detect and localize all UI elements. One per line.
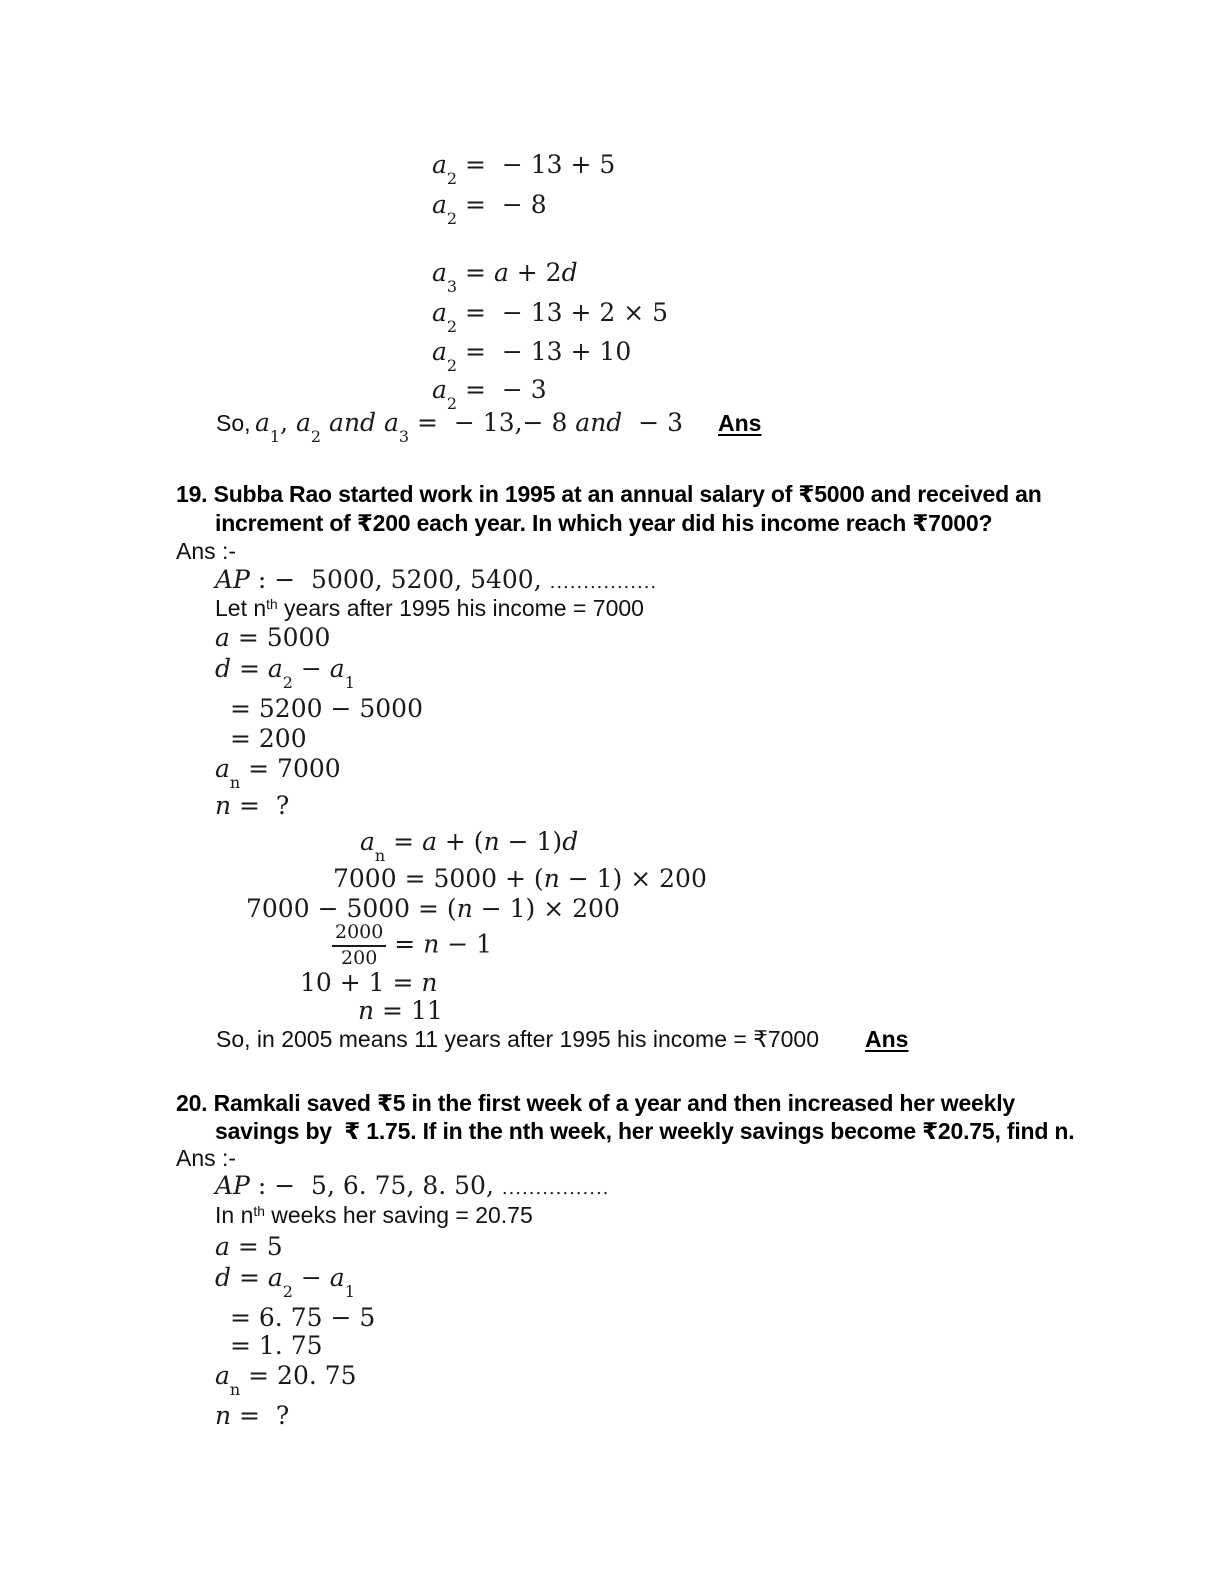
text-segment: = 1. 75: [230, 1331, 323, 1360]
text-segment: [376, 408, 384, 437]
text-segment: a: [329, 654, 345, 683]
text-segment: = ?: [231, 791, 290, 820]
q20-a-value: [215, 1234, 283, 1259]
text-segment: =: [231, 1263, 268, 1292]
eq-a2-result2: [432, 377, 547, 412]
q19-fraction-line: [332, 922, 492, 970]
text-segment: : − 5, 6. 75, 8. 50,: [249, 1171, 502, 1200]
text-segment: = − 13 + 2 × 5: [457, 298, 669, 327]
text-segment: = − 13,− 8: [409, 408, 576, 437]
q19-n-result: [358, 998, 443, 1023]
text-segment: a: [422, 827, 437, 856]
text-segment: =: [385, 827, 423, 856]
text-segment: n: [229, 773, 241, 793]
q20-n-question: [215, 1403, 289, 1428]
fraction-denominator: 200: [341, 946, 378, 969]
text-segment: 2: [282, 1282, 293, 1302]
text-segment: savings by ₹ 1.75. If in the nth week, her weekly savings become ₹20.75, find n.: [215, 1118, 1075, 1144]
text-segment: AP: [215, 565, 250, 594]
eq-a2-result1: [432, 192, 547, 227]
text-segment: a: [384, 408, 399, 437]
text-segment: = 7000: [240, 754, 341, 783]
q19-conclusion: [216, 1028, 819, 1051]
text-segment: 2: [310, 427, 322, 447]
text-segment: weeks her saving = 20.75: [264, 1202, 533, 1228]
text-segment: increment of ₹200 each year. In which year did his income reach ₹7000?: [215, 510, 993, 536]
text-segment: 7000 = 5000 + (: [333, 864, 544, 893]
ans-ref-2: [865, 1028, 908, 1051]
text-segment: : − 5000, 5200, 5400,: [249, 565, 550, 594]
text-segment: 2: [446, 317, 458, 337]
text-segment: a: [255, 408, 270, 437]
text-segment: = 11: [374, 996, 443, 1025]
text-segment: = ?: [231, 1401, 290, 1430]
text-segment: − 1: [439, 929, 493, 959]
so-math: [255, 410, 683, 445]
text-segment: − 3: [622, 408, 684, 437]
text-segment: n: [483, 827, 500, 856]
text-segment: d: [215, 654, 232, 683]
text-segment: 1: [344, 1282, 355, 1302]
text-segment: So,: [216, 410, 257, 436]
q19-a-value: [215, 625, 330, 650]
text-segment: 2: [282, 673, 293, 693]
text-segment: Ans: [718, 410, 762, 436]
text-segment: 1: [344, 673, 355, 693]
text-segment: −: [292, 654, 330, 683]
q19-d-value: [230, 726, 307, 751]
text-segment: a: [267, 1263, 283, 1292]
text-segment: n: [229, 1380, 241, 1400]
text-segment: 3: [398, 427, 410, 447]
text-segment: − 1) × 200: [472, 894, 620, 923]
text-segment: = − 3: [457, 375, 547, 404]
text-segment: a: [215, 754, 230, 783]
text-segment: −: [292, 1263, 330, 1292]
q20-in-line: [215, 1204, 533, 1227]
text-segment: a: [432, 375, 447, 404]
text-segment: = − 8: [457, 190, 547, 219]
text-segment: a: [432, 190, 447, 219]
text-segment: a: [432, 298, 447, 327]
text-segment: n: [358, 996, 375, 1025]
text-segment: d: [562, 827, 579, 856]
text-segment: = − 13 + 10: [457, 337, 632, 366]
q20-heading-line2: [215, 1120, 1074, 1143]
q19-an-value: [215, 756, 341, 791]
text-segment: n: [374, 846, 386, 866]
q19-d-formula: [215, 656, 355, 691]
text-segment: 3: [446, 277, 458, 297]
q19-heading-line1: [176, 483, 1042, 506]
text-segment: So, in 2005 means 11 years after 1995 his income = ₹7000: [216, 1026, 819, 1052]
text-segment: 2: [446, 209, 458, 229]
q19-ap-series: [215, 567, 657, 592]
text-segment: + 2: [508, 258, 562, 287]
text-segment: [321, 408, 329, 437]
text-segment: 10 + 1 =: [300, 968, 422, 997]
q19-d-step: [230, 696, 423, 721]
text-segment: d: [215, 1263, 232, 1292]
text-segment: 2: [446, 394, 458, 414]
text-segment: th: [266, 597, 278, 613]
text-segment: n: [215, 791, 232, 820]
text-segment: d: [561, 258, 578, 287]
text-segment: 2: [446, 169, 458, 189]
text-segment: a: [432, 150, 447, 179]
text-segment: ................: [501, 1178, 610, 1199]
text-segment: n: [215, 1401, 232, 1430]
text-segment: and: [329, 408, 377, 437]
text-segment: AP: [215, 1171, 250, 1200]
text-segment: a: [267, 654, 283, 683]
text-segment: = 5: [229, 1232, 283, 1261]
text-segment: ,: [280, 408, 296, 437]
q19-let-line: [215, 597, 644, 620]
q20-d-step: [230, 1305, 375, 1330]
eq-a2-step1: [432, 152, 615, 187]
text-segment: In n: [215, 1202, 254, 1228]
text-segment: a: [360, 827, 375, 856]
text-segment: = − 13 + 5: [457, 150, 616, 179]
q20-d-value: [230, 1333, 323, 1358]
q20-heading-line1: [176, 1092, 1015, 1115]
q19-add-step: [300, 970, 438, 995]
q20-d-formula: [215, 1265, 355, 1300]
eq-a3-formula: [432, 260, 578, 295]
q19-rearrange: [246, 896, 620, 921]
so-label: [216, 412, 257, 435]
text-segment: = 6. 75 − 5: [230, 1303, 376, 1332]
text-segment: th: [253, 1204, 265, 1220]
text-segment: =: [386, 929, 424, 959]
text-segment: =: [457, 258, 494, 287]
text-segment: a: [432, 337, 447, 366]
eq-a2-step3: [432, 339, 631, 374]
text-segment: − 1) × 200: [559, 864, 707, 893]
eq-a2-step2: [432, 300, 668, 335]
text-segment: 1: [269, 427, 281, 447]
text-segment: a: [296, 408, 311, 437]
q19-n-question: [215, 793, 289, 818]
q20-an-value: [215, 1363, 357, 1398]
text-segment: = 5200 − 5000: [230, 694, 423, 723]
text-segment: a: [329, 1263, 345, 1292]
q19-heading-line2: [215, 512, 992, 535]
text-segment: =: [231, 654, 268, 683]
text-segment: = 20. 75: [240, 1361, 357, 1390]
q19-substitute: [333, 866, 707, 891]
text-segment: 2: [446, 356, 458, 376]
q19-ans-label: [176, 540, 236, 563]
text-segment: − 1): [499, 827, 563, 856]
text-segment: n: [421, 968, 438, 997]
text-segment: Ans :-: [176, 538, 237, 564]
fraction-numerator: 2000: [332, 922, 386, 947]
text-segment: ................: [549, 572, 658, 593]
text-segment: years after 1995 his income = 7000: [277, 595, 644, 621]
text-segment: n: [423, 929, 440, 959]
text-segment: 20. Ramkali saved ₹5 in the first week of a year and then increased her weekly: [176, 1090, 1016, 1116]
text-segment: Ans :-: [176, 1145, 237, 1171]
text-segment: = 5000: [229, 623, 331, 652]
q20-ans-label: [176, 1147, 236, 1170]
text-segment: + (: [436, 827, 484, 856]
text-segment: and: [575, 408, 623, 437]
text-segment: 19. Subba Rao started work in 1995 at an annual salary of ₹5000 and received an: [176, 481, 1042, 507]
fraction: [332, 922, 386, 970]
text-segment: Let n: [215, 595, 267, 621]
text-segment: n: [543, 864, 560, 893]
text-segment: 7000 − 5000 = (: [246, 894, 457, 923]
text-segment: a: [432, 258, 447, 287]
q19-an-formula: [360, 829, 578, 864]
text-segment: a: [215, 1361, 230, 1390]
text-segment: = 200: [230, 724, 307, 753]
text-segment: Ans: [865, 1026, 909, 1052]
text-segment: n: [456, 894, 473, 923]
ans-ref-1: [718, 412, 761, 435]
text-segment: a: [215, 623, 230, 652]
q20-ap-series: [215, 1173, 609, 1198]
text-segment: a: [215, 1232, 230, 1261]
text-segment: a: [493, 258, 509, 287]
